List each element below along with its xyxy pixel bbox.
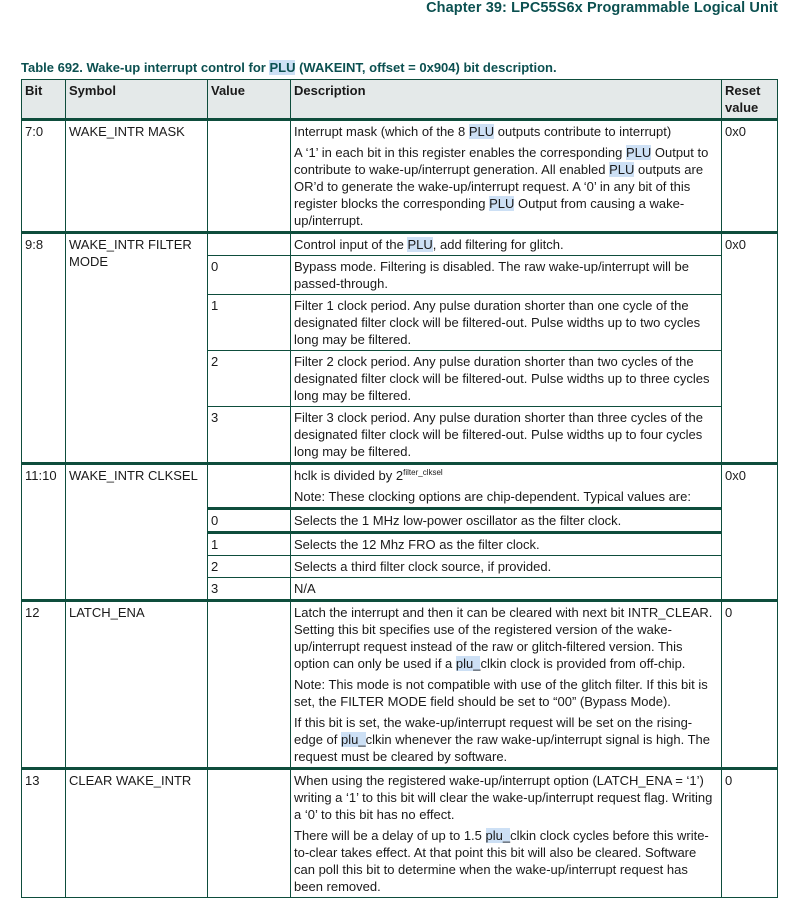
value-cell: 0 bbox=[208, 509, 291, 533]
reset-cell: 0x0 bbox=[722, 120, 778, 233]
value-cell: 1 bbox=[208, 533, 291, 556]
description-cell: Bypass mode. Filtering is disabled. The raw wake-up/interrupt will be passed-through. bbox=[291, 256, 722, 295]
description-cell: Filter 1 clock period. Any pulse duration shorter than one cycle of the designated filter clock will be filtered-out. Pulse widths up to two cycles long may be filtered. bbox=[291, 295, 722, 351]
description-cell bbox=[291, 464, 722, 509]
value-cell: 2 bbox=[208, 556, 291, 578]
table-caption bbox=[21, 60, 557, 75]
text: There will be a delay of up to 1.5 bbox=[294, 828, 486, 843]
table-row bbox=[22, 233, 778, 256]
text: outputs contribute to interrupt) bbox=[494, 124, 672, 139]
bit-cell: 13 bbox=[22, 769, 66, 898]
chapter-title: Chapter 39: LPC55S6x Programmable Logical Unit bbox=[426, 0, 778, 16]
text: Output to contribute to wake-up/interrupt generation. All enabled bbox=[294, 145, 709, 177]
value-cell bbox=[208, 601, 291, 769]
description-cell bbox=[291, 233, 722, 256]
reset-cell: 0x0 bbox=[722, 464, 778, 601]
description-cell: Filter 2 clock period. Any pulse duration shorter than two cycles of the designated filter clock will be filtered-out. Pulse widths up to three cycles long may be filtered. bbox=[291, 351, 722, 407]
table-header-row bbox=[22, 80, 778, 120]
symbol-cell: WAKE_INTR FILTER MODE bbox=[66, 233, 208, 464]
description-cell bbox=[291, 120, 722, 233]
reset-cell: 0x0 bbox=[722, 233, 778, 464]
text: Latch the interrupt and then it can be cleared with next bit INTR_CLEAR. Setting this bit specifies use of the registered version of the wake-up/interrupt request instead of the raw or glitch-filtered version. This option can only be used if a bbox=[294, 605, 713, 671]
description-paragraph bbox=[294, 467, 718, 484]
description-paragraph bbox=[294, 144, 718, 229]
text: , add filtering for glitch. bbox=[432, 237, 564, 252]
search-highlight: PLU bbox=[609, 162, 635, 177]
search-highlight: PLU bbox=[468, 124, 495, 139]
text: If this bit is set, the wake-up/interrupt request will be set on the rising-edge of bbox=[294, 715, 693, 747]
bit-cell: 9:8 bbox=[22, 233, 66, 464]
search-highlight: PLU bbox=[489, 196, 515, 211]
description-paragraph: Note: These clocking options are chip-dependent. Typical values are: bbox=[294, 489, 691, 504]
bit-description-table bbox=[21, 79, 778, 898]
text: Output from causing a wake-up/interrupt. bbox=[294, 196, 685, 228]
search-highlight: PLU bbox=[407, 237, 433, 252]
header-bit: Bit bbox=[22, 80, 66, 120]
symbol-cell: WAKE_INTR MASK bbox=[66, 120, 208, 233]
description-cell: Filter 3 clock period. Any pulse duration shorter than three cycles of the designated filter clock will be filtered-out. Pulse widths up to four cycles long may be filtered. bbox=[291, 407, 722, 464]
description-cell: N/A bbox=[291, 578, 722, 601]
caption-suffix: (WAKEINT, offset = 0x904) bit description. bbox=[295, 60, 557, 75]
value-cell: 1 bbox=[208, 295, 291, 351]
bit-cell: 7:0 bbox=[22, 120, 66, 233]
text: Control input of the bbox=[294, 237, 408, 252]
text: clkin clock cycles before this write-to-clear takes effect. At that point this bit will also be cleared. Software can poll this bit to determine when the wake-up/interrupt request has been removed. bbox=[294, 828, 709, 894]
symbol-cell: LATCH_ENA bbox=[66, 601, 208, 769]
text: clkin whenever the raw wake-up/interrupt signal is high. The request must be cleared by software. bbox=[294, 732, 711, 764]
caption-prefix: Table 692. Wake-up interrupt control for bbox=[21, 60, 270, 75]
search-highlight: plu_ bbox=[455, 656, 481, 671]
description-paragraph: Note: This mode is not compatible with use of the glitch filter. If this bit is set, the FILTER MODE field should be set to “00” (Bypass Mode). bbox=[294, 677, 708, 709]
text: outputs are OR’d to generate the wake-up/interrupt request. A ‘0’ in any bit of this register blocks the corresponding bbox=[294, 162, 704, 211]
value-cell bbox=[208, 464, 291, 509]
text: Interrupt mask (which of the 8 bbox=[294, 124, 469, 139]
exponent: filter_clksel bbox=[403, 468, 443, 477]
description-paragraph bbox=[294, 827, 718, 895]
value-cell: 2 bbox=[208, 351, 291, 407]
value-cell: 3 bbox=[208, 407, 291, 464]
reset-cell: 0 bbox=[722, 769, 778, 898]
description-paragraph bbox=[294, 714, 718, 765]
bit-cell: 12 bbox=[22, 601, 66, 769]
header-description: Description bbox=[291, 80, 722, 120]
description-cell: Selects the 12 Mhz FRO as the filter clock. bbox=[291, 533, 722, 556]
symbol-cell: WAKE_INTR CLKSEL bbox=[66, 464, 208, 601]
symbol-cell: CLEAR WAKE_INTR bbox=[66, 769, 208, 898]
value-cell bbox=[208, 233, 291, 256]
description-cell bbox=[291, 769, 722, 898]
table-row bbox=[22, 601, 778, 769]
reset-cell: 0 bbox=[722, 601, 778, 769]
search-highlight: PLU bbox=[625, 145, 652, 160]
search-highlight: plu_ bbox=[485, 828, 511, 843]
table-row bbox=[22, 120, 778, 233]
description-paragraph bbox=[294, 123, 718, 140]
value-cell: 3 bbox=[208, 578, 291, 601]
text: clkin clock is provided from off-chip. bbox=[480, 656, 686, 671]
description-paragraph bbox=[294, 604, 718, 672]
description-cell: Selects a third filter clock source, if provided. bbox=[291, 556, 722, 578]
table-row bbox=[22, 769, 778, 898]
description-paragraph: When using the registered wake-up/interrupt option (LATCH_ENA = ‘1’) writing a ‘1’ to this bit will clear the wake-up/interrupt request flag. Writing a ‘0’ to this bit has no effect. bbox=[294, 773, 713, 822]
bit-cell: 11:10 bbox=[22, 464, 66, 601]
table-row bbox=[22, 464, 778, 509]
text: A ‘1’ in each bit in this register enables the corresponding bbox=[294, 145, 626, 160]
header-reset-value: Reset value bbox=[722, 80, 778, 120]
description-cell: Selects the 1 MHz low-power oscillator as the filter clock. bbox=[291, 509, 722, 533]
search-highlight: plu_ bbox=[341, 732, 366, 747]
value-cell bbox=[208, 120, 291, 233]
value-cell bbox=[208, 769, 291, 898]
value-cell: 0 bbox=[208, 256, 291, 295]
search-highlight: PLU bbox=[269, 60, 296, 75]
header-symbol: Symbol bbox=[66, 80, 208, 120]
description-cell bbox=[291, 601, 722, 769]
text: hclk is divided by 2 bbox=[294, 468, 404, 483]
header-value: Value bbox=[208, 80, 291, 120]
